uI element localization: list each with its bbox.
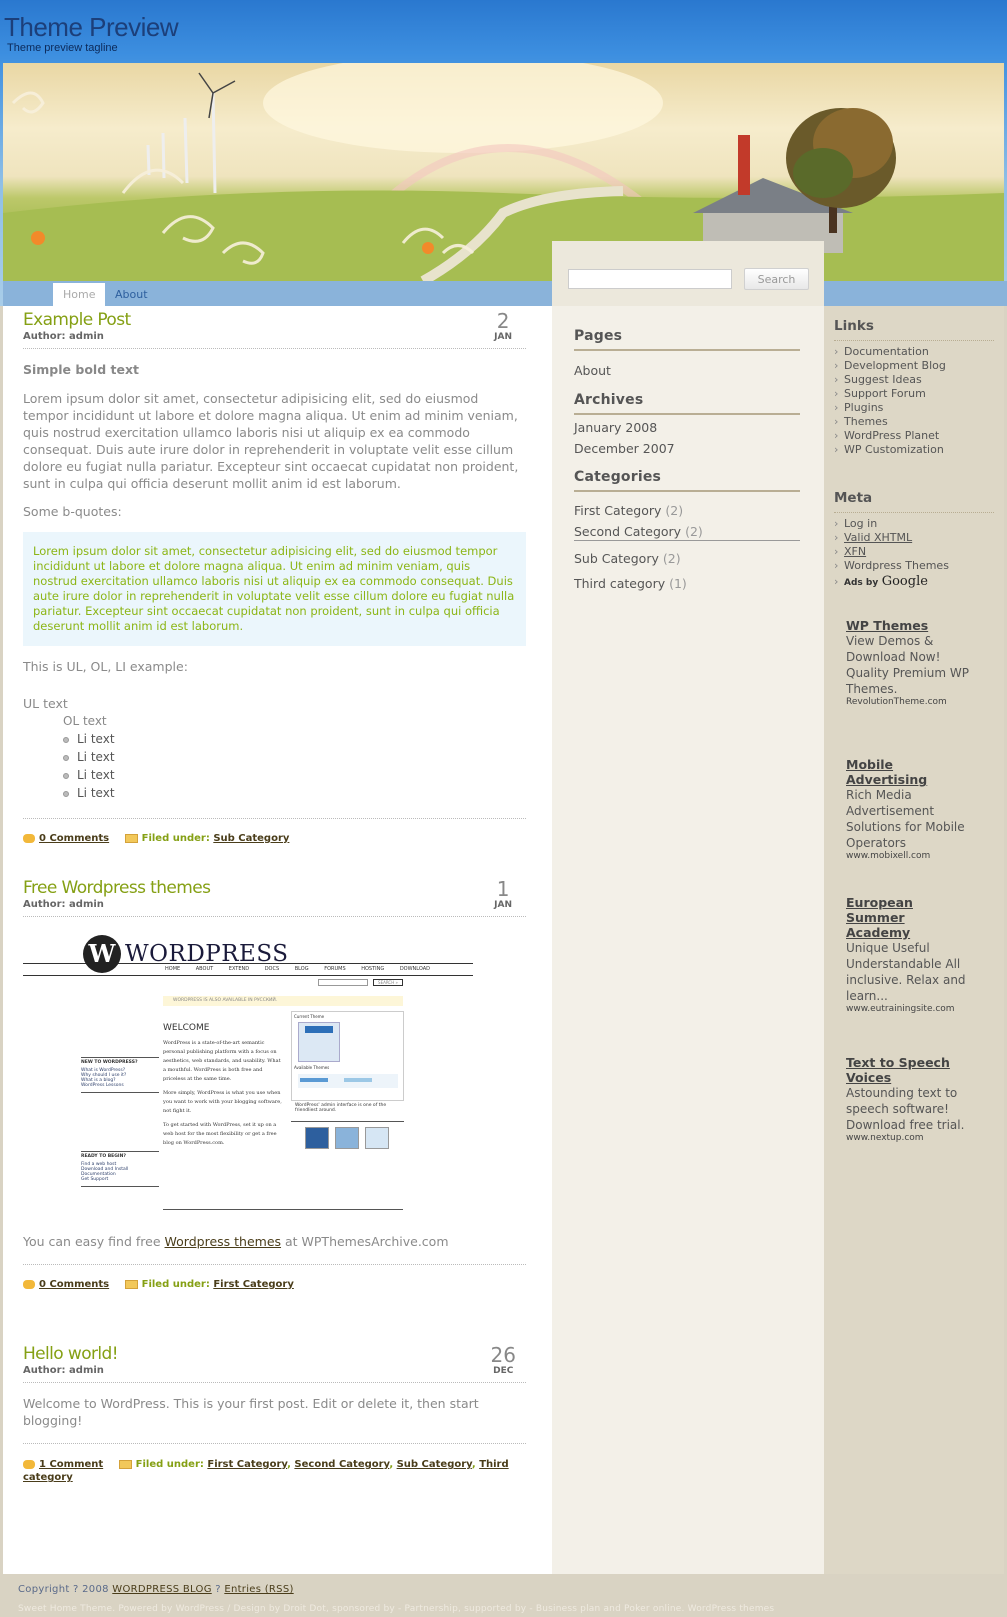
folder-icon — [125, 1280, 138, 1289]
comments-link[interactable]: 0 Comments — [39, 1279, 110, 1290]
link-item[interactable]: › WordPress Planet — [834, 429, 940, 442]
category-count: (2) — [665, 503, 684, 518]
ad-text: Rich Media Advertisement Solutions for Mobile Operators — [846, 788, 965, 850]
post-day: 1 — [496, 877, 510, 901]
archive-link[interactable]: January 2008 — [574, 420, 658, 435]
pages-widget — [574, 328, 800, 378]
search-area — [552, 241, 824, 306]
comment-icon — [23, 1460, 35, 1469]
header — [0, 0, 1007, 306]
category-link[interactable]: First Category — [213, 1279, 294, 1290]
wp-logo-text: WORDPRESS — [125, 941, 289, 967]
ad-block — [846, 895, 971, 1014]
ul-text: UL text — [23, 696, 68, 711]
link-item[interactable]: › WP Customization — [834, 443, 944, 456]
post-title[interactable]: Hello world! — [23, 1344, 118, 1364]
google-logo-icon: Google — [881, 574, 928, 589]
divider — [574, 490, 800, 492]
archive-link[interactable]: December 2007 — [574, 441, 675, 456]
ad-text: Astounding text to speech software! Download free trial. — [846, 1086, 965, 1132]
categories-widget — [574, 469, 800, 591]
category-item — [574, 576, 800, 591]
divider — [23, 1443, 526, 1444]
wp-caption: WordPress' admin interface is one of the friendliest around. — [295, 1103, 387, 1113]
category-link[interactable]: Sub Category — [574, 551, 659, 566]
ol-text: OL text — [63, 714, 107, 728]
divider — [834, 340, 994, 341]
wordpress-logo-icon: W — [83, 935, 121, 973]
ad-block — [846, 757, 966, 861]
category-count: (2) — [685, 524, 703, 539]
list-item: Li text — [63, 732, 526, 750]
tab-home[interactable]: Home — [53, 283, 105, 306]
header-banner-image — [3, 63, 1004, 281]
ad-block — [846, 618, 981, 707]
comments-link[interactable]: 1 Comment — [39, 1459, 104, 1470]
divider — [574, 349, 800, 351]
divider — [23, 348, 526, 349]
category-item — [574, 524, 800, 541]
ad-title[interactable]: Mobile Advertising — [846, 757, 928, 787]
link-item[interactable]: › Suggest Ideas — [834, 373, 922, 386]
post-paragraph: Welcome to WordPress. This is your first post. Edit or delete it, then start blogging! — [23, 1396, 479, 1428]
category-link[interactable]: First Category — [574, 503, 662, 518]
links-widget — [834, 318, 994, 457]
ad-text: View Demos & Download Now! Quality Premium WP Themes. — [846, 634, 970, 696]
list-item: Li text — [63, 768, 526, 786]
post — [23, 310, 526, 844]
divider — [574, 413, 800, 415]
page-link-about[interactable]: About — [574, 363, 611, 378]
filed-under-label: Filed under: — [141, 1279, 210, 1290]
ad-title[interactable]: European Summer Academy — [846, 895, 913, 940]
post-title[interactable]: Free Wordpress themes — [23, 878, 211, 898]
comments-link[interactable]: 0 Comments — [39, 833, 110, 844]
comment-icon — [23, 1280, 35, 1289]
links-list — [834, 345, 994, 457]
meta-item[interactable]: › XFN — [834, 545, 867, 558]
category-link[interactable]: Third category — [23, 1459, 509, 1483]
wordpress-screenshot-image[interactable] — [23, 927, 473, 1217]
folder-icon — [119, 1460, 132, 1469]
top-nav — [3, 281, 552, 306]
category-item — [574, 551, 800, 566]
category-link[interactable]: Second Category — [574, 524, 682, 539]
post-date — [491, 1344, 516, 1376]
folder-icon — [125, 834, 138, 843]
footer-copyright: Copyright ? 2008 WORDPRESS BLOG ? Entries (RSS) — [18, 1584, 294, 1595]
category-count: (1) — [669, 576, 687, 591]
category-link[interactable]: First Category — [207, 1459, 288, 1470]
post-bold-text: Simple bold text — [23, 362, 139, 377]
list-label: This is UL, OL, LI example: — [23, 659, 188, 674]
meta-list — [834, 517, 994, 592]
post-paragraph: Lorem ipsum dolor sit amet, consectetur adipisicing elit, sed do eiusmod tempor incididunt ut labore et dolore magna aliqua. Ut enim ad minim veniam, quis nostrud exercitation ullamco laboris nisi ut aliquip ex ea commodo consequat. Duis aute irure dolor in reprehenderit in voluptate velit esse cillum dolore eu fugiat nulla pariatur. Excepteur sint occaecat cupidatat non proident, sunt in culpa qui officia deserunt mollit anim id est laborum. — [23, 391, 519, 491]
links-heading: Links — [834, 318, 874, 334]
ad-title[interactable]: Text to Speech Voices — [846, 1055, 950, 1085]
wp-admin-preview: Current Theme Available Themes — [291, 1011, 404, 1101]
li-list — [23, 732, 526, 804]
meta-item[interactable]: › Wordpress Themes — [834, 559, 949, 572]
wp-nav: HOME ABOUT EXTEND DOCS BLOG FORUMS HOSTING DOWNLOAD — [165, 966, 431, 972]
filed-under-label: Filed under: — [141, 833, 210, 844]
header-band — [824, 281, 1007, 306]
post-day: 2 — [496, 309, 510, 333]
ad-block — [846, 1055, 971, 1143]
divider — [23, 916, 526, 917]
post-paragraph: You can easy find free Wordpress themes at WPThemesArchive.com — [23, 1234, 449, 1249]
link-item[interactable]: › Documentation — [834, 345, 929, 358]
wp-new-box: NEW TO WORDPRESS? What is WordPress? Why should I use it? What is a blog? WordPress Lessons — [81, 1057, 159, 1093]
link-item[interactable]: › Plugins — [834, 401, 884, 414]
sidebar-left — [552, 306, 824, 1574]
wp-intro: WordPress is a state-of-the-art semantic personal publishing platform with a focus on aesthetics, web standards, and usability. What a mouthful. WordPress is both free and priceless at the same time. More simply, WordPress is what you use when you want to work with your blogging software, not fight it. To get started with WordPress, set it up on a web host for the most flexibility or get a free blog on WordPress.com. — [163, 1040, 282, 1146]
filed-under-label: Filed under: — [135, 1459, 204, 1470]
list-item: Li text — [63, 750, 526, 768]
meta-heading: Meta — [834, 490, 873, 506]
category-link[interactable]: Sub Category — [213, 833, 290, 844]
post-day: 26 — [490, 1343, 516, 1367]
site-tagline: Theme preview tagline — [7, 42, 118, 54]
meta-widget — [834, 490, 994, 592]
link-item[interactable]: › Themes — [834, 415, 888, 428]
ad-title[interactable]: WP Themes — [846, 618, 929, 633]
post-month: JAN — [494, 900, 512, 910]
post-month: DEC — [493, 1366, 514, 1376]
wordpress-themes-link[interactable]: Wordpress themes — [164, 1234, 282, 1249]
divider — [23, 818, 526, 819]
post-meta — [23, 1279, 526, 1290]
archives-heading: Archives — [574, 392, 644, 408]
post-author: Author: admin — [23, 1365, 104, 1376]
ad-url[interactable]: www.eutrainingsite.com — [846, 1004, 955, 1014]
footer-blog-link[interactable]: WORDPRESS BLOG — [112, 1584, 212, 1595]
post — [23, 1344, 526, 1484]
categories-heading: Categories — [574, 469, 662, 485]
post-meta: 1 Comment Filed under: First Category, Second Category, Sub Category, Third category — [23, 1459, 509, 1483]
category-link[interactable]: Second Category — [294, 1459, 390, 1470]
site-title[interactable]: Theme Preview — [4, 12, 179, 42]
tab-about[interactable]: About — [115, 288, 148, 301]
footer — [0, 1574, 1007, 1617]
category-count: (2) — [662, 551, 681, 566]
ad-url[interactable]: RevolutionTheme.com — [846, 697, 947, 707]
post-author: Author: admin — [23, 331, 104, 342]
post-month: JAN — [494, 332, 512, 342]
blockquote: Lorem ipsum dolor sit amet, consectetur adipisicing elit, sed do eiusmod tempor incididunt ut labore et dolore magna aliqua. Ut enim ad minim veniam, quis nostrud exercitation ullamco laboris nisi ut aliquip ex ea commodo consequat. Duis aute irure dolor in reprehenderit in voluptate velit esse cillum dolore eu fugiat nulla pariatur. Excepteur sint occaecat cupidatat non proident, sunt in culpa qui officia deserunt mollit anim id est laborum. — [23, 532, 526, 646]
ads-by-google[interactable]: › Ads by Google — [834, 574, 928, 589]
bquote-label: Some b-quotes: — [23, 504, 122, 519]
post — [23, 878, 526, 1290]
divider — [834, 512, 994, 513]
wp-ready-box: READY TO BEGIN? Find a web host Download and Install Documentation Get Support — [81, 1151, 159, 1187]
main-content — [3, 306, 552, 1574]
archives-widget — [574, 392, 800, 456]
post-date — [494, 878, 512, 910]
wp-welcome: WELCOME — [163, 1023, 210, 1033]
search-input[interactable] — [568, 269, 732, 289]
footer-credits: Sweet Home Theme. Powered by WordPress / Design by Droit Dot, sponsored by - Partnership, supported by - Business plan and Poker online. WordPress themes — [18, 1604, 775, 1614]
ad-text: Unique Useful Understandable All inclusive. Relax and learn... — [846, 941, 966, 1003]
meta-item[interactable]: › Valid XHTML — [834, 531, 913, 544]
search-button[interactable]: Search — [744, 268, 809, 290]
category-link[interactable]: Sub Category — [396, 1459, 472, 1470]
comment-icon — [23, 834, 35, 843]
link-item[interactable]: › Support Forum — [834, 387, 926, 400]
category-item — [574, 503, 800, 518]
divider — [23, 1264, 526, 1265]
ad-url[interactable]: www.nextup.com — [846, 1133, 924, 1143]
wp-search-button: SEARCH » — [373, 979, 403, 986]
category-link[interactable]: Third category — [574, 576, 666, 591]
link-item[interactable]: › Development Blog — [834, 359, 946, 372]
wp-notice: WORDPRESS IS ALSO AVAILABLE IN РУССКИЙ. — [163, 996, 403, 1006]
divider — [23, 1382, 526, 1383]
ad-url[interactable]: www.mobixell.com — [846, 851, 931, 861]
post-date — [494, 310, 512, 342]
list-item: Li text — [63, 786, 526, 804]
sidebar-right — [824, 306, 1004, 1574]
footer-rss-link[interactable]: Entries (RSS) — [224, 1584, 294, 1595]
meta-item[interactable]: › Log in — [834, 517, 878, 530]
post-author: Author: admin — [23, 899, 104, 910]
post-meta — [23, 833, 526, 844]
post-title[interactable]: Example Post — [23, 310, 131, 330]
pages-heading: Pages — [574, 328, 623, 344]
